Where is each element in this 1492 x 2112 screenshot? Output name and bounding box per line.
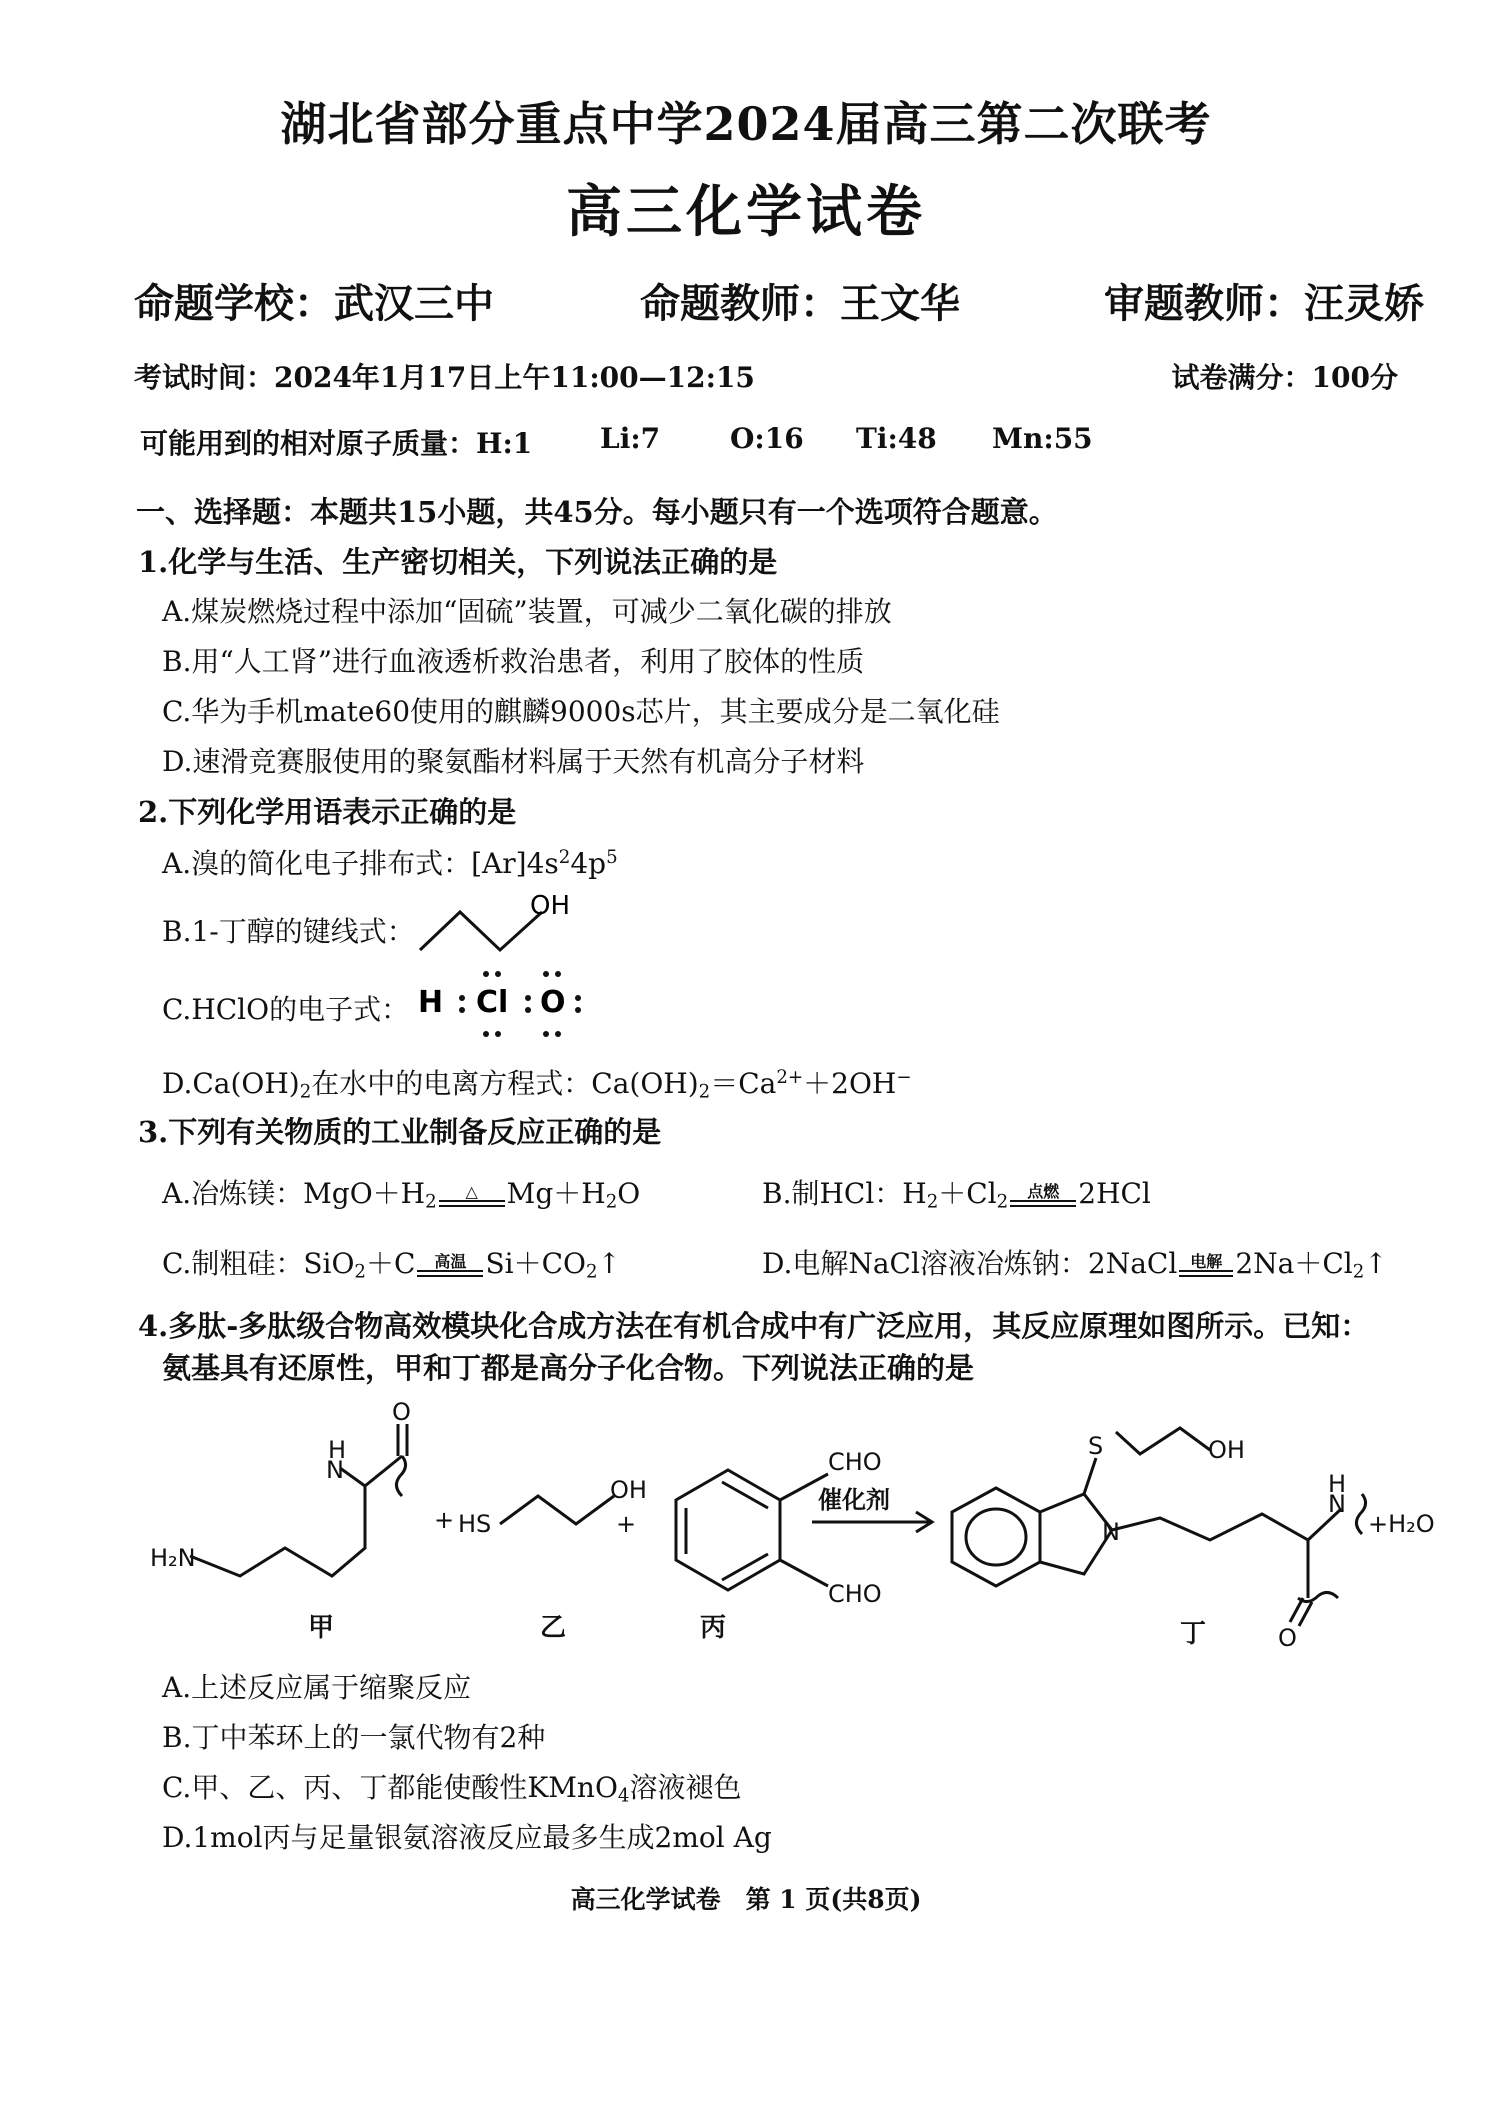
q1-option-b: B.用“人工肾”进行血液透析救治患者，利用了胶体的性质 [162,645,865,678]
q4-stem-line2: 氨基具有还原性，甲和丁都是高分子化合物。下列说法正确的是 [162,1351,975,1385]
q1-option-a: A.煤炭燃烧过程中添加“固硫”装置，可减少二氧化碳的排放 [162,595,892,628]
q3-d-condition [1179,1254,1233,1277]
q3-c-up: ↑ [597,1247,622,1280]
full-score: 试卷满分：100分 [1171,361,1398,394]
q2-a-sup1: 2 [558,847,571,868]
q1-option-d: D.速滑竞赛服使用的聚氨酯材料属于天然有机高分子材料 [162,745,865,778]
q4-c-text: C.甲、乙、丙、丁都能使酸性KMnO [162,1771,618,1804]
q4-option-d: D.1mol丙与足量银氨溶液反应最多生成2mol Ag [162,1821,772,1854]
q3-c-sub2: 2 [585,1261,598,1283]
hclo-h: H [418,985,444,1020]
q3-c-cond-text: 高温 [434,1252,467,1271]
q3-b-right: 2HCl [1078,1177,1151,1210]
exam-subtitle: 高三化学试卷 [566,179,926,245]
yi-oh: OH [610,1476,647,1504]
q3-option-a [162,1172,640,1213]
atomic-mass-mn: Mn:55 [992,422,1093,455]
setter-school: 命题学校：武汉三中 [134,280,494,327]
label-bing: 丙 [700,1613,727,1643]
yi-hs: HS [458,1510,492,1538]
q4-option-a: A.上述反应属于缩聚反应 [162,1671,472,1704]
butanol-oh: OH [530,891,571,921]
q3-c-condition [417,1254,483,1277]
jia-nh-h: H [328,1436,347,1464]
bing-cho-2: CHO [828,1580,882,1608]
q3-c-right: Si＋CO [485,1247,586,1280]
q3-a-left: A.冶炼镁：MgO＋H [162,1177,426,1210]
q3-c-mid: ＋C [366,1247,416,1280]
q2-option-b: B.1-丁醇的键线式： [162,915,415,948]
q3-a-right: Mg＋H [506,1177,606,1210]
ding-oh: OH [1208,1436,1245,1464]
q3-stem: 3.下列有关物质的工业制备反应正确的是 [138,1115,662,1149]
q3-c-sub: 2 [354,1261,366,1283]
q3-b-cond-text: 点燃 [1027,1182,1060,1201]
bing-benzene-ring [676,1470,780,1590]
label-ding: 丁 [1180,1619,1207,1649]
q3-option-d [762,1242,1388,1283]
reviewer-teacher: 审题教师：汪灵娇 [1104,280,1424,327]
jia-nh-n: N [326,1456,344,1484]
atomic-mass-label: 可能用到的相对原子质量：H:1 [140,427,533,460]
jia-wavy-bond [396,1456,405,1496]
q2-d-sub2: 2 [698,1081,711,1103]
q2-d-tail: ＋2OH [803,1067,897,1100]
jia-chain [190,1456,402,1576]
catalyst-label: 催化剂 [818,1486,890,1514]
q2-d-eq: ＝Ca [710,1067,777,1100]
q4-option-b: B.丁中苯环上的一氯代物有2种 [162,1721,546,1754]
q3-a-cond-text: △ [465,1182,478,1201]
ding-ring-n: N [1102,1518,1120,1546]
q2-d-sup: 2+ [776,1067,804,1088]
q3-b-left: B.制HCl：H [762,1177,927,1210]
q2-a-text: A.溴的简化电子排布式：[Ar]4s [162,847,559,880]
yi-chain [500,1496,614,1524]
q3-a-sub2: 2 [605,1191,618,1213]
ding-s: S [1088,1432,1104,1460]
q1-option-c: C.华为手机mate60使用的麒麟9000s芯片，其主要成分是二氧化硅 [162,695,1000,728]
reaction-scheme [140,1398,1440,1654]
plus-1: + [434,1506,455,1534]
q2-option-a [162,842,618,882]
q3-option-c [162,1242,621,1283]
hclo-electron-formula [410,962,630,1042]
label-jia: 甲 [308,1613,335,1643]
hclo-o: O [540,985,566,1020]
atomic-mass-ti: Ti:48 [856,422,937,455]
q2-d-sup2: − [896,1067,912,1088]
section-heading: 一、选择题：本题共15小题，共45分。每小题只有一个选项符合题意。 [136,495,1058,529]
q3-c-left: C.制粗硅：SiO [162,1247,355,1280]
q3-d-right: 2Na＋Cl [1235,1247,1353,1280]
q2-a-mid: 4p [570,847,607,880]
q2-stem: 2.下列化学用语表示正确的是 [138,795,517,829]
hclo-cl: Cl [476,985,509,1020]
ding-nh-n: N [1328,1490,1346,1518]
q3-option-b [762,1172,1151,1213]
exam-time: 考试时间：2024年1月17日上午11:00—12:15 [134,361,755,394]
q3-d-cond-text: 电解 [1190,1252,1223,1271]
label-yi: 乙 [540,1613,567,1643]
atomic-mass-li: Li:7 [600,422,661,455]
jia-h2n: H₂N [150,1544,196,1572]
q4-option-c [162,1766,742,1807]
q3-d-sub: 2 [1352,1261,1365,1283]
q3-a-o: O [617,1177,641,1210]
jia-o: O [392,1398,411,1426]
q3-b-sub: 2 [926,1191,939,1213]
q2-a-sup2: 5 [606,847,618,868]
q3-a-sub: 2 [425,1191,437,1213]
butanol-chain [420,912,542,950]
q3-d-left: D.电解NaCl溶液冶炼钠：2NaCl [762,1247,1178,1280]
q3-b-mid: ＋Cl [938,1177,997,1210]
q2-option-c: C.HClO的电子式： [162,993,410,1026]
q2-option-d [162,1062,912,1103]
q3-b-condition [1010,1184,1076,1207]
ding-nh-h: H [1328,1470,1347,1498]
q4-c-tail: 溶液褪色 [629,1771,742,1804]
atomic-mass-o: O:16 [730,422,804,455]
setter-teacher: 命题教师：王文华 [640,280,960,327]
q2-d-sub1: 2 [299,1081,312,1103]
q2-d-text: 在水中的电离方程式：Ca(OH) [311,1067,699,1100]
page-footer: 高三化学试卷 第 1 页(共8页) [570,1885,922,1914]
butanol-skeletal-structure [412,890,612,960]
q2-d-prefix: D.Ca(OH) [162,1067,300,1100]
water-product: +H₂O [1368,1510,1435,1538]
q4-stem-line1: 4.多肽-多肽级合物高效模块化合成方法在有机合成中有广泛应用，其反应原理如图所示。已知： [138,1309,1370,1343]
q1-stem: 1.化学与生活、生产密切相关，下列说法正确的是 [138,545,778,579]
q4-c-sub: 4 [617,1785,630,1807]
plus-2: + [616,1510,637,1538]
q3-d-up: ↑ [1364,1247,1388,1280]
q3-a-condition [439,1184,505,1207]
ding-o: O [1278,1624,1297,1652]
exam-title: 湖北省部分重点中学2024届高三第二次联考 [280,97,1212,151]
q3-b-sub2: 2 [996,1191,1009,1213]
bing-cho-1: CHO [828,1448,882,1476]
